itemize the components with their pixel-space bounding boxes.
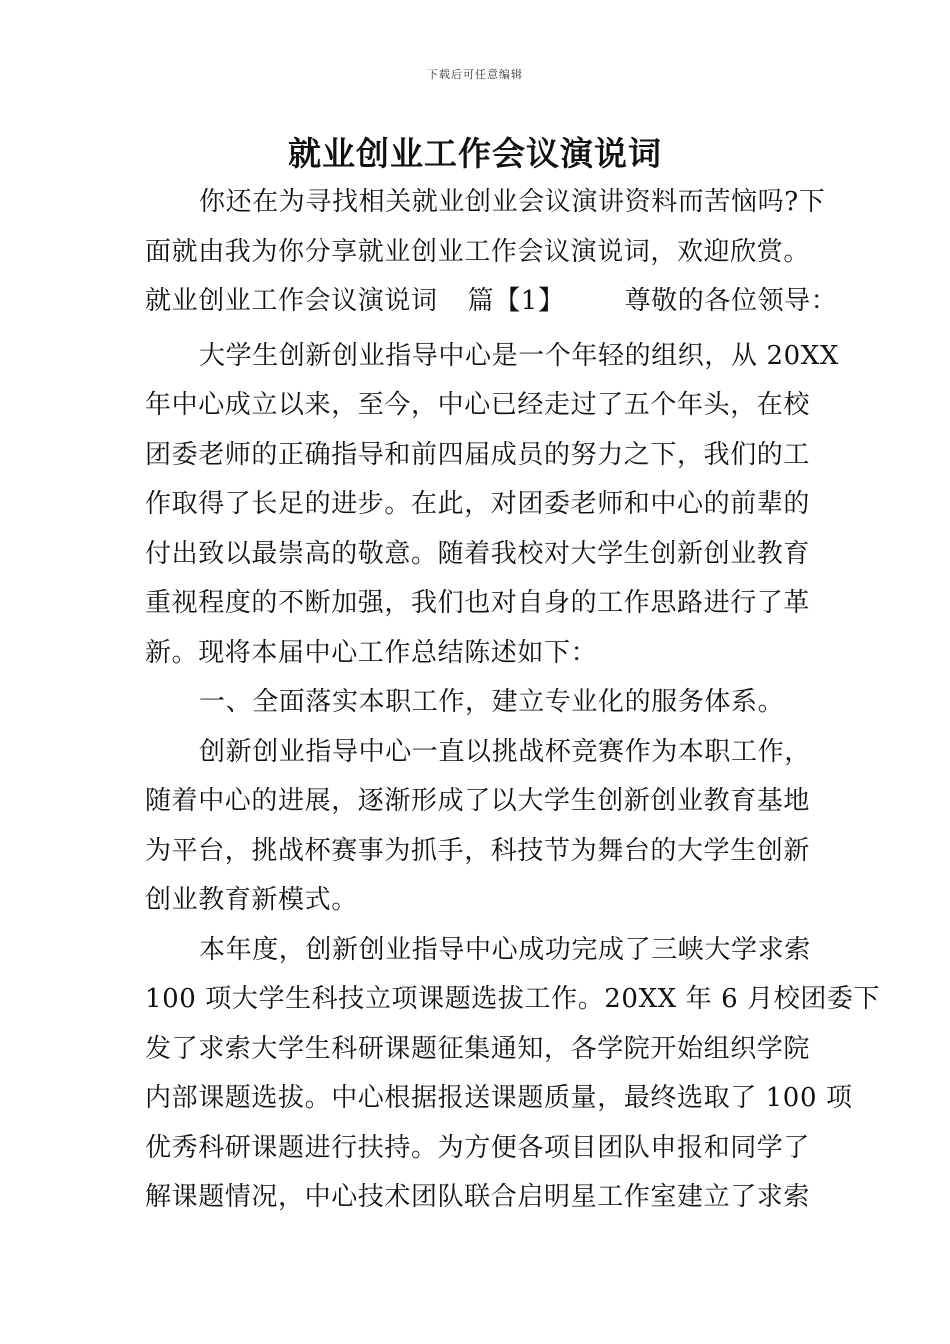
paragraph-line: 发了求索大学生科研课题征集通知，各学院开始组织学院 [145, 1033, 811, 1064]
paragraph-line: 付出致以最崇高的敬意。随着我校对大学生创新创业教育 [145, 538, 811, 569]
paragraph-line: 作取得了长足的进步。在此，对团委老师和中心的前辈的 [145, 489, 811, 519]
paragraph-line: 创新创业指导中心一直以挑战杯竞赛作为本职工作， [199, 736, 811, 767]
paragraph-line: 创业教育新模式。 [145, 885, 358, 915]
paragraph-line: 年中心成立以来，至今，中心已经走过了五个年头，在校 [145, 390, 811, 420]
paragraph-line: 解课题情况，中心技术团队联合启明星工作室建立了求索 [145, 1182, 811, 1212]
paragraph-line: 大学生创新创业指导中心是一个年轻的组织，从 20XX [199, 340, 839, 371]
document-body [145, 178, 881, 1223]
paragraph-line: 本年度，创新创业指导中心成功完成了三峡大学求索 [199, 934, 811, 965]
paragraph-line: 为平台，挑战杯赛事为抓手，科技节为舞台的大学生创新 [145, 835, 811, 866]
paragraph-line: 团委老师的正确指导和前四届成员的努力之下，我们的工 [145, 439, 811, 470]
meta-doc-name: 就业创业工作会议演说词 [145, 286, 438, 316]
paragraph-line: 随着中心的进展，逐渐形成了以大学生创新创业教育基地 [145, 786, 811, 816]
intro-line: 你还在为寻找相关就业创业会议演讲资料而苦恼吗?下 [199, 187, 826, 217]
document-title: 就业创业工作会议演说词 [288, 134, 662, 173]
header-note: 下载后可任意编辑 [427, 68, 523, 81]
meta-line [145, 277, 838, 327]
meta-chapter: 篇【1】 [467, 286, 565, 316]
paragraph-line: 100 项大学生科技立项课题选拔工作。20XX 年 6 月校团委下 [145, 984, 881, 1014]
intro-line: 面就由我为你分享就业创业工作会议演说词，欢迎欣赏。 [145, 236, 811, 267]
paragraph-line: 内部课题选拔。中心根据报送课题质量，最终选取了 100 项 [145, 1083, 853, 1113]
section-heading: 一、全面落实本职工作，建立专业化的服务体系。 [199, 687, 785, 717]
paragraph-line: 重视程度的不断加强，我们也对自身的工作思路进行了革 [145, 588, 811, 618]
meta-greeting: 尊敬的各位领导： [624, 286, 838, 316]
paragraph-line: 优秀科研课题进行扶持。为方便各项目团队申报和同学了 [145, 1132, 811, 1163]
paragraph-line: 新。现将本届中心工作总结陈述如下： [145, 637, 598, 668]
